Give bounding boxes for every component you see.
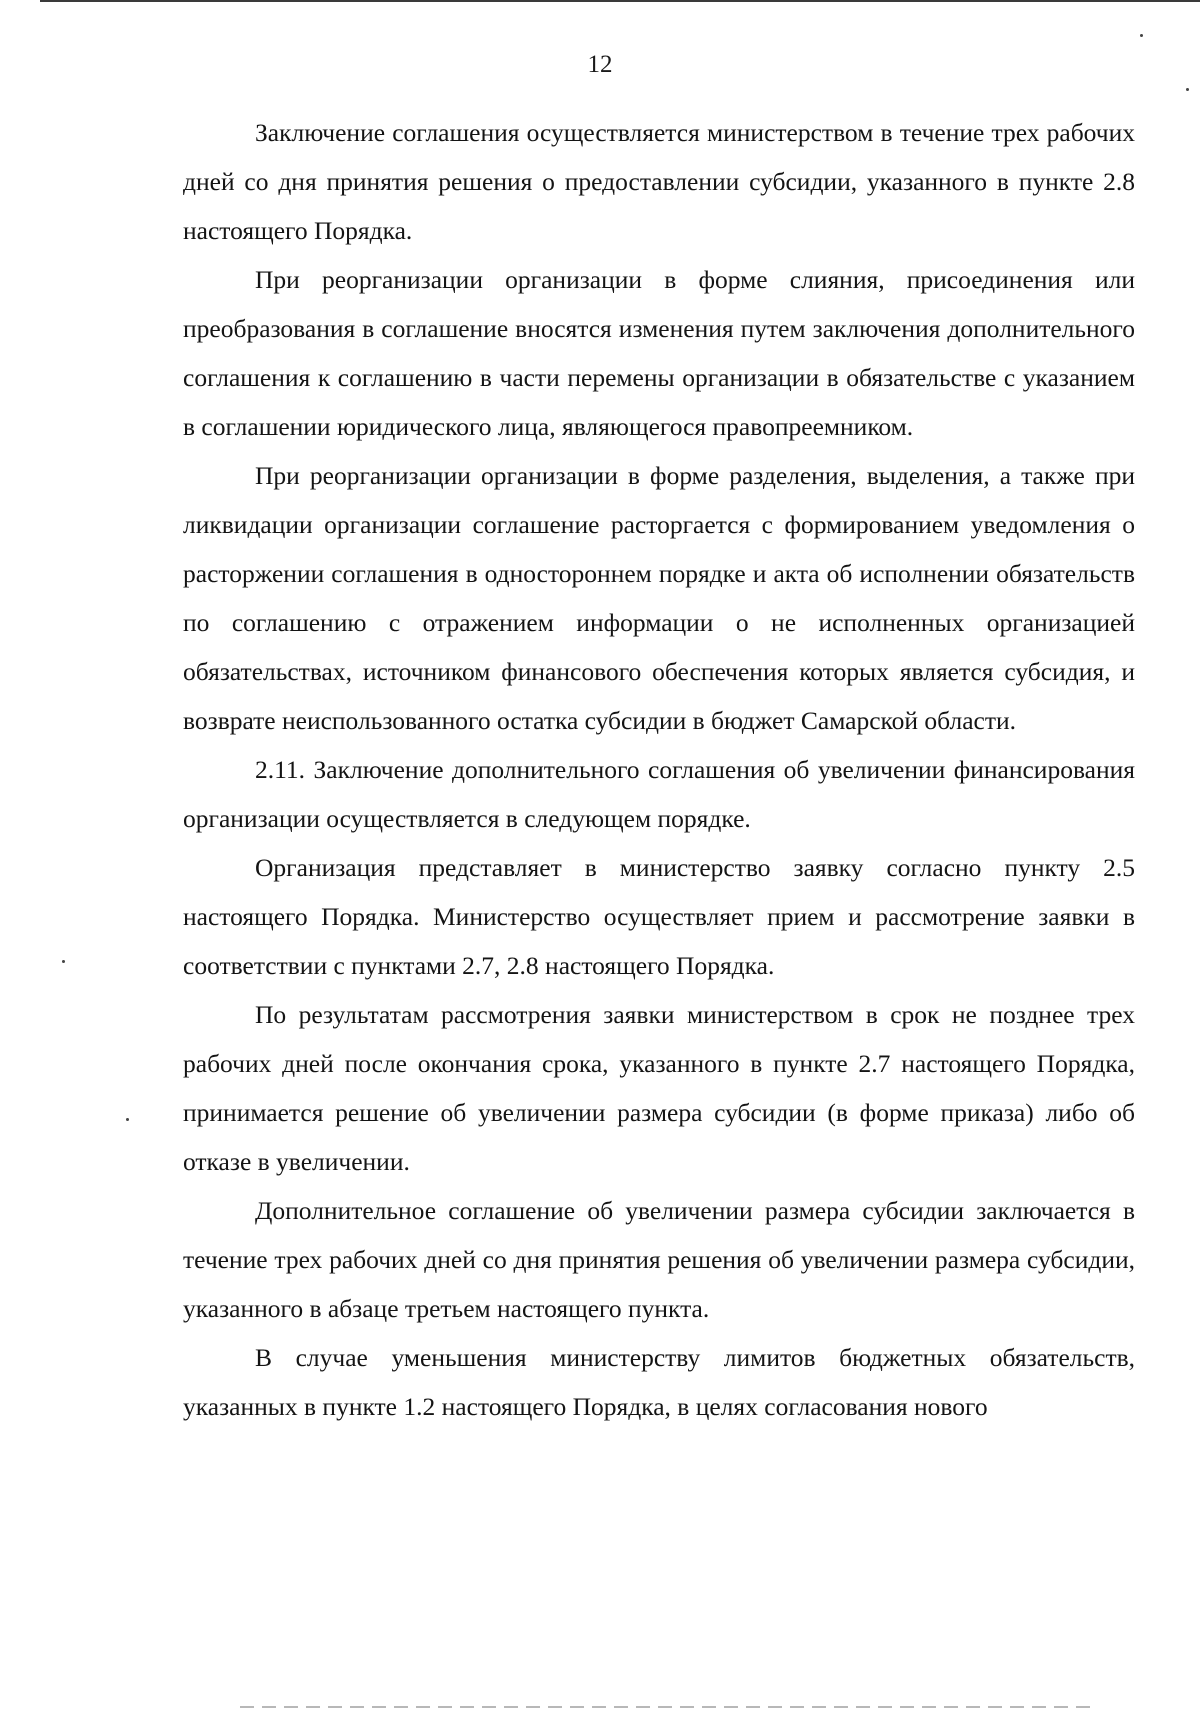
page-number: 12 [587, 51, 613, 78]
scan-speck [126, 1118, 129, 1121]
paragraph: В случае уменьшения министерству лимитов бюджетных обязательств, указанных в пункте 1.2 настоящего Порядка, в целях согласования нового [183, 1343, 1135, 1421]
paragraph: При реорганизации организации в форме слияния, присоединения или преобразования в соглашение вносятся изменения путем заключения дополнительного соглашения к соглашению в части перемены организации в обязательстве с указанием в соглашении юридического лица, являющегося правопреемником. [183, 265, 1135, 441]
paragraph: При реорганизации организации в форме разделения, выделения, а также при ликвидации организации соглашение расторгается с формированием уведомления о расторжении соглашения в одностороннем порядке и акта об исполнении обязательств по соглашению с отражением информации о не исполненных организацией обязательствах, источником финансового обеспечения которых является субсидия, и возврате неиспользованного остатка субсидии в бюджет Самарской области. [183, 461, 1135, 735]
paragraph: 2.11. Заключение дополнительного соглашения об увеличении финансирования организации осуществляется в следующем порядке. [183, 755, 1135, 833]
paragraph: Организация представляет в министерство заявку согласно пункту 2.5 настоящего Порядка. Министерство осуществляет прием и рассмотрение заявки в соответствии с пунктами 2.7, 2.8 настоящего Порядка. [183, 853, 1135, 980]
paragraph: По результатам рассмотрения заявки министерством в срок не позднее трех рабочих дней после окончания срока, указанного в пункте 2.7 настоящего Порядка, принимается решение об увеличении размера субсидии (в форме приказа) либо об отказе в увеличении. [183, 1000, 1135, 1176]
scan-speck [62, 960, 65, 963]
scan-speck [1186, 88, 1189, 91]
paragraph: Заключение соглашения осуществляется министерством в течение трех рабочих дней со дня принятия решения о предоставлении субсидии, указанного в пункте 2.8 настоящего Порядка. [183, 118, 1135, 245]
paragraph: Дополнительное соглашение об увеличении размера субсидии заключается в течение трех рабочих дней со дня принятия решения об увеличении размера субсидии, указанного в абзаце третьем настоящего пункта. [183, 1196, 1135, 1323]
scan-top-edge [40, 0, 1200, 2]
scan-speck [1140, 34, 1143, 37]
document-body [183, 108, 1135, 1431]
scan-bottom-edge [240, 1706, 1090, 1708]
